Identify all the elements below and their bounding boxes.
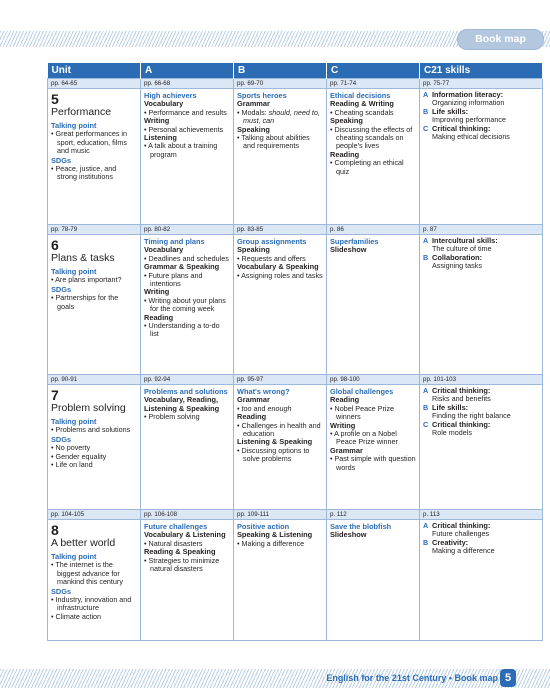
c21-skill-letter: B <box>423 252 429 262</box>
skill-heading: Vocabulary, Reading, Listening & Speaking <box>144 395 220 413</box>
lesson-title: Superfamilies <box>330 237 379 246</box>
lesson-item: • Natural disasters <box>144 540 230 548</box>
talking-point-label: Talking point <box>51 417 97 426</box>
c21-skill-detail: Risks and benefits <box>432 394 491 404</box>
skill-heading: Vocabulary & Listening <box>144 530 226 540</box>
page-range: pp. 80-82 <box>141 225 234 235</box>
skill-heading: Reading <box>330 395 360 405</box>
c21-skill-detail: Making ethical decisions <box>432 132 510 142</box>
page-range: p. 86 <box>327 225 420 235</box>
lesson-item: • Modals: should, need to, must, can <box>237 109 323 126</box>
page-range: pp. 104-105 <box>48 510 141 520</box>
skill-heading: Listening <box>144 133 177 143</box>
skill-heading: Writing <box>144 287 170 297</box>
c21-skill-name: Critical thinking: <box>432 521 491 530</box>
lesson-item: • Writing about your plans for the coming week <box>144 297 230 314</box>
c21-skill <box>423 91 539 108</box>
skill-heading: Vocabulary & Speaking <box>237 262 319 272</box>
page-range: pp. 83-85 <box>234 225 327 235</box>
c21-skill-name: Intercultural skills: <box>432 236 498 245</box>
skill-heading: Slideshow <box>330 245 367 255</box>
table-header-row <box>48 63 543 79</box>
lesson-title: Future challenges <box>144 522 208 531</box>
sdg-item: • Gender equality <box>51 453 137 461</box>
lesson-cell-c <box>327 235 420 375</box>
skill-heading: Speaking & Listening <box>237 530 313 540</box>
skill-heading: Grammar <box>237 99 270 109</box>
talking-point-label: Talking point <box>51 121 97 130</box>
lesson-cell-c <box>327 385 420 510</box>
c21-skills-cell <box>420 235 543 375</box>
c21-skill <box>423 387 539 404</box>
lesson-item: • Understanding a to-do list <box>144 322 230 339</box>
lesson-cell-c <box>327 520 420 641</box>
sdgs-label: SDGs <box>51 155 72 165</box>
c21-skill-name: Critical thinking: <box>432 123 491 133</box>
c21-skill-letter: A <box>423 386 429 395</box>
lesson-cell-c <box>327 89 420 225</box>
lesson-item: • Cheating scandals <box>330 109 416 117</box>
talking-point: • The internet is the biggest advance for mankind this century <box>51 561 137 586</box>
unit-title: A better world <box>51 537 116 549</box>
page-range: p. 112 <box>327 510 420 520</box>
c21-skill-name: Collaboration: <box>432 252 483 262</box>
lesson-cell-b <box>234 520 327 641</box>
lesson-title: Problems and solutions <box>144 387 228 396</box>
c21-skill-name: Information literacy: <box>432 90 504 99</box>
c21-skill-letter: B <box>423 402 429 412</box>
lesson-item: • Discussing the effects of cheating scandals on people's lives <box>330 126 416 151</box>
c21-skill-letter: B <box>423 106 429 116</box>
sdg-item: • No poverty <box>51 444 137 452</box>
pages-row <box>48 79 543 89</box>
unit-row <box>48 89 543 225</box>
skill-heading: Reading <box>237 412 267 422</box>
skill-heading: Grammar <box>237 395 270 405</box>
page-range: pp. 95-97 <box>234 375 327 385</box>
column-header-c: C <box>327 63 420 79</box>
lesson-item: • too and enough <box>237 405 323 413</box>
unit-row <box>48 235 543 375</box>
skill-heading: Speaking <box>330 116 363 126</box>
column-header-a: A <box>141 63 234 79</box>
lesson-title: Group assignments <box>237 237 307 246</box>
page-range: pp. 71-74 <box>327 79 420 89</box>
unit-cell <box>48 520 141 641</box>
lesson-title: Save the blobfish <box>330 522 392 531</box>
unit-number: 5 <box>51 91 59 107</box>
unit-title: Performance <box>51 106 112 118</box>
page-range: pp. 69-70 <box>234 79 327 89</box>
skill-heading: Vocabulary <box>144 245 184 255</box>
lesson-item: • Nobel Peace Prize winners <box>330 405 416 422</box>
page-range: pp. 78-79 <box>48 225 141 235</box>
page-range: pp. 92-94 <box>141 375 234 385</box>
talking-point: • Problems and solutions <box>51 426 137 434</box>
c21-skill-name: Life skills: <box>432 402 469 412</box>
c21-skills-cell <box>420 385 543 510</box>
c21-skill-name: Critical thinking: <box>432 419 491 429</box>
lesson-title: Ethical decisions <box>330 91 391 100</box>
c21-skill-letter: B <box>423 537 429 547</box>
talking-point-label: Talking point <box>51 267 97 276</box>
c21-skill-letter: A <box>423 236 429 245</box>
unit-row <box>48 385 543 510</box>
lesson-cell-b <box>234 235 327 375</box>
skill-heading: Reading <box>330 149 360 159</box>
skill-heading: Reading <box>144 312 174 322</box>
lesson-item: • Completing an ethical quiz <box>330 159 416 176</box>
unit-cell <box>48 385 141 510</box>
page-range: pp. 101-103 <box>420 375 543 385</box>
page-number: 5 <box>500 669 516 687</box>
column-header-b: B <box>234 63 327 79</box>
lesson-title: High achievers <box>144 91 197 100</box>
book-map-tab-label: Book map <box>475 33 526 45</box>
footer-text: English for the 21st Century • Book map <box>326 673 498 683</box>
lesson-cell-a <box>141 520 234 641</box>
c21-skill-letter: C <box>423 419 429 429</box>
lesson-item: • Assigning roles and tasks <box>237 272 323 280</box>
c21-skill-detail: Organizing information <box>432 98 505 108</box>
lesson-cell-b <box>234 89 327 225</box>
c21-skill-letter: A <box>423 90 429 99</box>
c21-skill-name: Creativity: <box>432 537 469 547</box>
book-map-table <box>47 63 543 641</box>
c21-skill-detail: The culture of time <box>432 244 492 254</box>
talking-point-label: Talking point <box>51 552 97 561</box>
unit-number: 8 <box>51 522 59 538</box>
page-range: p. 113 <box>420 510 543 520</box>
sdgs-label: SDGs <box>51 284 72 294</box>
c21-skill <box>423 421 539 438</box>
page-range: pp. 75-77 <box>420 79 543 89</box>
skill-heading: Slideshow <box>330 530 367 540</box>
unit-row <box>48 520 543 641</box>
lesson-cell-a <box>141 385 234 510</box>
sdgs-label: SDGs <box>51 434 72 444</box>
unit-cell <box>48 89 141 225</box>
lesson-cell-b <box>234 385 327 510</box>
lesson-title: Positive action <box>237 522 290 531</box>
c21-skill-detail: Making a difference <box>432 546 495 556</box>
lesson-item: • Making a difference <box>237 540 323 548</box>
page-range: pp. 66-68 <box>141 79 234 89</box>
lesson-item: • Requests and offers <box>237 255 323 263</box>
lesson-item: • Personal achievements <box>144 126 230 134</box>
c21-skill-detail: Role models <box>432 428 472 438</box>
skill-heading: Vocabulary <box>144 99 184 109</box>
c21-skill-name: Critical thinking: <box>432 386 491 395</box>
lesson-title: Sports heroes <box>237 91 287 100</box>
c21-skill <box>423 539 539 556</box>
sdg-item: • Industry, innovation and infrastructure <box>51 596 137 613</box>
page-range: pp. 64-65 <box>48 79 141 89</box>
skill-heading: Grammar & Speaking <box>144 262 220 272</box>
lesson-item: • A profile on a Nobel Peace Prize winner <box>330 430 416 447</box>
unit-number: 7 <box>51 387 59 403</box>
skill-heading: Speaking <box>237 245 270 255</box>
c21-skill <box>423 108 539 125</box>
lesson-item: • Problem solving <box>144 413 230 421</box>
lesson-title: What's wrong? <box>237 387 290 396</box>
skill-heading: Writing <box>330 420 356 430</box>
lesson-cell-a <box>141 235 234 375</box>
page-range: pp. 109-111 <box>234 510 327 520</box>
c21-skills-cell <box>420 89 543 225</box>
page-range: pp. 106-108 <box>141 510 234 520</box>
c21-skill-detail: Finding the right balance <box>432 411 511 421</box>
unit-title: Problem solving <box>51 402 126 414</box>
c21-skill <box>423 237 539 254</box>
skill-heading: Speaking <box>237 124 270 134</box>
c21-skill <box>423 522 539 539</box>
c21-skill-detail: Improving performance <box>432 115 506 125</box>
lesson-item: • Challenges in health and education <box>237 422 323 439</box>
unit-number: 6 <box>51 237 59 253</box>
pages-row <box>48 375 543 385</box>
page-range: p. 87 <box>420 225 543 235</box>
skill-heading: Writing <box>144 116 170 126</box>
lesson-item: • Strategies to minimize natural disasters <box>144 557 230 574</box>
skill-heading: Listening & Speaking <box>237 437 313 447</box>
c21-skill-letter: A <box>423 521 429 530</box>
sdg-item: • Peace, justice, and strong institutions <box>51 165 137 182</box>
lesson-item: • Past simple with question words <box>330 455 416 472</box>
c21-skills-cell <box>420 520 543 641</box>
page-range: pp. 98-100 <box>327 375 420 385</box>
lesson-item: • Discussing options to solve problems <box>237 447 323 464</box>
lesson-item: • A talk about a training program <box>144 142 230 159</box>
c21-skill <box>423 254 539 271</box>
column-header-c21: C21 skills <box>420 63 543 79</box>
c21-skill-detail: Future challenges <box>432 529 490 539</box>
sdg-item: • Partnerships for the goals <box>51 294 137 311</box>
talking-point: • Great performances in sport, education, films and music <box>51 130 137 155</box>
lesson-cell-a <box>141 89 234 225</box>
c21-skill <box>423 125 539 142</box>
lesson-item: • Talking about abilities and requirements <box>237 134 323 151</box>
pages-row <box>48 225 543 235</box>
book-map-tab[interactable] <box>457 29 544 50</box>
lesson-title: Timing and plans <box>144 237 205 246</box>
pages-row <box>48 510 543 520</box>
sdg-item: • Climate action <box>51 613 137 621</box>
skill-heading: Grammar <box>330 445 363 455</box>
talking-point: • Are plans important? <box>51 276 137 284</box>
sdg-item: • Life on land <box>51 461 137 469</box>
c21-skill <box>423 404 539 421</box>
lesson-item: • Performance and results <box>144 109 230 117</box>
lesson-title: Global challenges <box>330 387 394 396</box>
unit-cell <box>48 235 141 375</box>
lesson-item: • Deadlines and schedules <box>144 255 230 263</box>
skill-heading: Reading & Writing <box>330 99 394 109</box>
lesson-item: • Future plans and intentions <box>144 272 230 289</box>
c21-skill-detail: Assigning tasks <box>432 261 482 271</box>
page-range: pp. 90-91 <box>48 375 141 385</box>
unit-title: Plans & tasks <box>51 252 115 264</box>
c21-skill-letter: C <box>423 123 429 133</box>
c21-skill-name: Life skills: <box>432 106 469 116</box>
skill-heading: Reading & Speaking <box>144 547 216 557</box>
sdgs-label: SDGs <box>51 586 72 596</box>
column-header-unit: Unit <box>48 63 141 79</box>
